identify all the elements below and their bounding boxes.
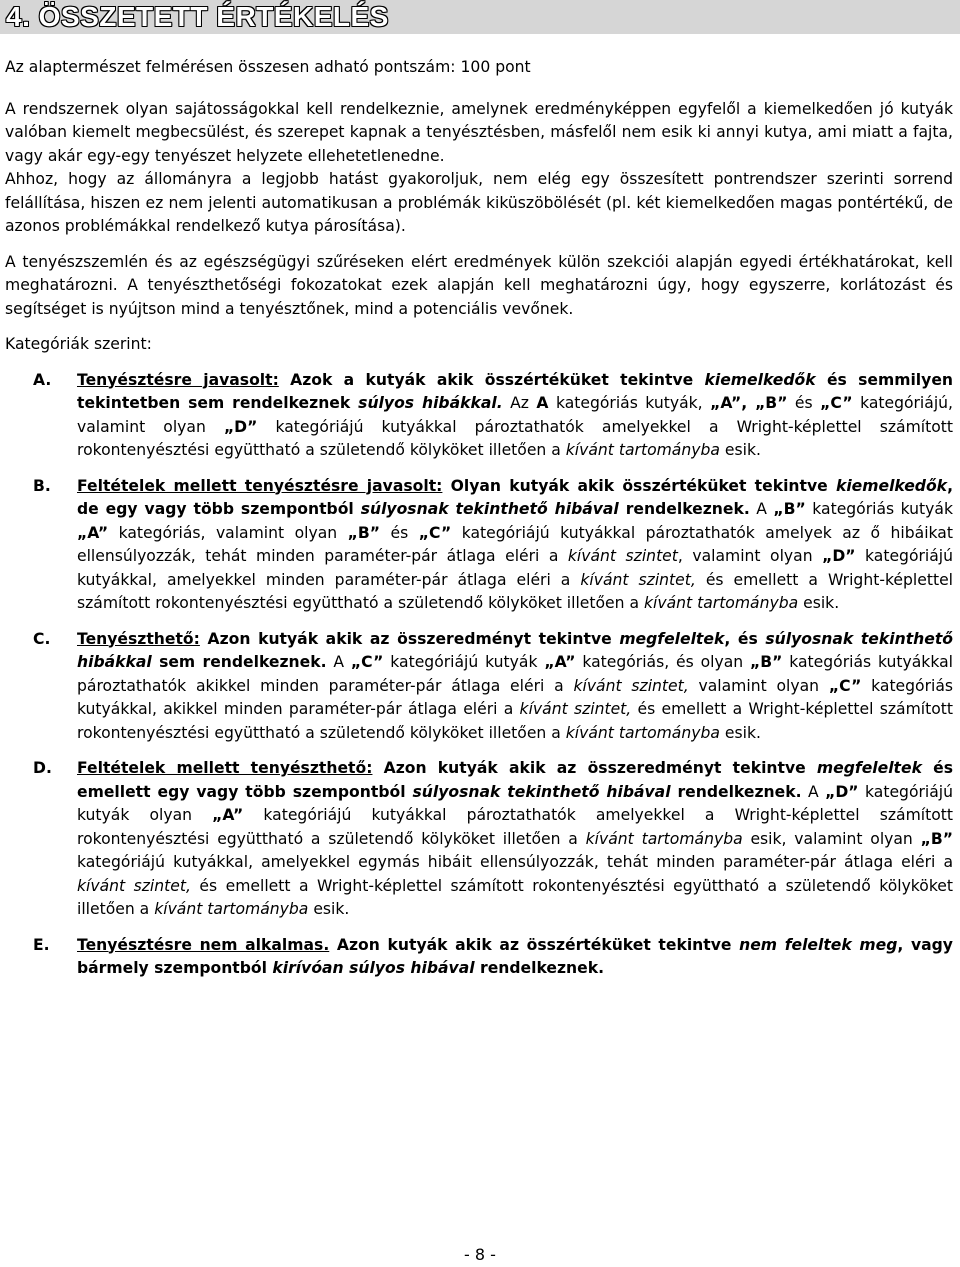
category-c-emph: súlyosnak tekinthető hibákkal — [77, 629, 953, 671]
categories-label: Kategóriák szerint: — [5, 335, 152, 353]
category-b-text: és — [380, 523, 419, 542]
category-c-text: A — [326, 653, 351, 671]
category-a-emph: súlyos hibákkal. — [358, 394, 503, 412]
category-c-text: kategóriás, és olyan — [575, 653, 750, 671]
category-a-text: kategóriájú kutyákkal pároztathatók amelyekkel a Wright-képlettel számított rokontenyésztési együttható a születendő kölyköket illetően a — [77, 417, 953, 459]
category-c-title: Tenyészthető: — [77, 629, 200, 648]
category-b-title: Feltételek mellett tenyésztésre javasolt: — [77, 476, 443, 495]
category-d-text: kategóriájú kutyákkal pároztathatók amelyekkel a Wright-képlettel számított rokontenyésztési együttható a születendő kölyköket illetően a — [77, 806, 953, 848]
category-c-text: sem rendelkeznek. — [151, 653, 327, 671]
category-b-text: , de egy vagy több szempontból — [77, 476, 953, 518]
category-a-text: esik. — [719, 441, 761, 459]
category-a-title: Tenyésztésre javasolt: — [77, 370, 279, 389]
category-d-text: rendelkeznek. — [670, 782, 802, 801]
category-a-emph: kívánt tartományba — [565, 441, 720, 459]
category-d-text: A — [801, 782, 826, 801]
category-c-text: kategóriás kutyákkal pároztathatók akikkel minden paraméter-pár átlaga eléri a — [77, 653, 953, 695]
intro-paragraph-1: A rendszernek olyan sajátosságokkal kell rendelkeznie, amelynek eredményképpen egyfelől a kiemelkedően jó kutyák valóban kiemelt megbecsülést, és szerepet kapnak a tenyésztésben, másfelől nem esik ki annyi kutya, ami miatt a fajta, vagy akár egy-egy tenyészet helyzete ellehetetlenedne. — [5, 99, 953, 165]
category-e-text: , vagy bármely szempontból — [77, 935, 953, 977]
category-c-emph: kívánt tartományba — [565, 723, 720, 742]
category-d-code: „B” — [920, 829, 953, 848]
category-b-emph: kívánt szintet, — [580, 570, 696, 589]
category-d-emph: súlyosnak tekinthető hibával — [412, 782, 671, 801]
category-b-text: rendelkeznek. — [618, 500, 750, 518]
category-c-code: „C” — [828, 676, 862, 695]
category-b-text: A — [749, 500, 774, 518]
category-b-emph: kívánt tartományba — [644, 594, 799, 612]
category-b-emph: kiemelkedők — [835, 476, 948, 495]
category-d-text: kategóriájú kutyák olyan — [77, 782, 953, 824]
category-e — [5, 934, 953, 981]
category-c-emph: kívánt szintet, — [519, 700, 632, 718]
category-b-text: kategóriás kutyák — [805, 500, 953, 518]
category-d-text: és emellett egy vagy több szempontból — [77, 759, 953, 801]
category-e-emph: nem feleltek meg — [739, 935, 898, 954]
category-b-text: és emellett a Wright-képlettel számított rokontenyésztési együttható a születendő kölyköket illetően a — [77, 570, 953, 612]
category-b-emph: súlyosnak tekinthető hibával — [360, 500, 619, 518]
category-d-text: kategóriájú kutyákkal, amelyekkel egymás hibáit ellensúlyozzák, tehát minden paraméter-pár átlaga eléri a — [77, 853, 953, 871]
category-a-text: Azok a kutyák akik összértéküket tekintve — [278, 370, 705, 389]
category-a-code: „A”, „B” — [710, 394, 788, 412]
category-b-text: kategóriájú kutyákkal pároztathatók amelyek az ő hibáikat ellensúlyozzák, tehát minden paraméter-pár átlaga eléri a — [77, 523, 953, 565]
category-d-code: „D” — [825, 782, 859, 801]
category-b-code: „B” — [347, 523, 381, 542]
category-d-title: Feltételek mellett tenyészthető: — [77, 759, 373, 777]
category-c-text: esik. — [719, 723, 761, 742]
category-a-text: Az — [502, 394, 537, 412]
category-b-code: „A” — [77, 523, 109, 542]
category-a-text: és semmilyen tekintetben sem rendelkeznek — [77, 370, 953, 412]
category-a-emph: kiemelkedők — [704, 370, 816, 389]
intro-paragraph-2: Ahhoz, hogy az állományra a legjobb hatást gyakoroljuk, nem elég egy összesített pontrendszer szerinti sorrend felállítása, hiszen ez nem jelenti automatikusan a problémák kiküszöbölését (pl. két kiemelkedően magas pontértékű, de azonos problémákkal rendelkező kutya párosítása). — [5, 170, 953, 235]
category-e-letter: E. — [33, 935, 50, 954]
category-d-emph: kívánt szintet, — [77, 876, 191, 895]
category-a-code: A — [536, 394, 549, 412]
intro-3-part-1: A tenyészszemlén és az egészségügyi szűréseken elért eredmények külön szekciói alapján egyedi értékhatárokat, kell meghatározni. — [5, 252, 953, 294]
category-d-text: esik, valamint olyan — [742, 829, 921, 848]
category-b-text: esik. — [798, 594, 840, 612]
category-c-text: kategóriás kutyákkal, akikkel minden paraméter-pár átlaga eléri a — [77, 676, 954, 718]
intro-3-part-2: A tenyészthetőségi fokozatokat ezek alapján kell meghatározni úgy, hogy egyszerre, korlátozást és segítséget is nyújtson mind a tenyésztőnek, mind a potenciális vevőnek. — [5, 276, 953, 318]
category-b-text: , valamint olyan — [677, 547, 823, 565]
category-d-code: „A” — [212, 806, 244, 824]
category-b-letter: B. — [33, 476, 51, 495]
category-b — [5, 475, 953, 616]
category-c-text: és emellett a Wright-képlettel számított rokontenyésztési együttható a születendő kölyköket illetően a — [77, 700, 953, 742]
category-d-emph: megfeleltek — [816, 759, 922, 777]
category-c-emph: megfeleltek — [619, 629, 725, 648]
category-a-text: kategóriájú, valamint olyan — [77, 394, 953, 436]
category-d-text: és emellett a Wright-képlettel számított rokontenyésztési együttható a születendő kölyköket illetően a — [77, 876, 953, 918]
category-d-letter: D. — [33, 759, 52, 777]
category-c-code: „B” — [750, 653, 783, 671]
category-a-code: „C” — [820, 394, 853, 412]
score-paragraph: Az alaptermészet felmérésen összesen adható pontszám: 100 pont — [5, 58, 531, 76]
section-heading: 4. ÖSSZETETT ÉRTÉKELÉS — [6, 1, 389, 32]
intro-paragraph-3 — [5, 251, 953, 322]
category-c-emph: kívánt szintet, — [573, 676, 689, 695]
category-e-text: Azon kutyák akik az összértéküket tekintve — [329, 935, 740, 954]
category-e-emph: kirívóan súlyos hibával — [272, 959, 475, 977]
category-c-letter: C. — [33, 629, 51, 648]
category-c-text: , és — [724, 629, 766, 648]
category-b-text: kategóriás, valamint olyan — [108, 523, 348, 542]
category-a-code: „D” — [223, 417, 258, 436]
category-d-text: esik. — [308, 900, 350, 918]
category-e-title: Tenyésztésre nem alkalmas. — [77, 935, 330, 954]
category-d-text: Azon kutyák akik az összeredményt tekintve — [372, 759, 817, 777]
category-c — [5, 628, 953, 746]
category-a — [5, 369, 953, 463]
category-a-text: kategóriás kutyák, — [548, 394, 711, 412]
category-e-text: rendelkeznek. — [474, 959, 605, 977]
category-a-text: és — [787, 394, 821, 412]
category-a-letter: A. — [33, 370, 52, 389]
category-c-text: valamint olyan — [688, 676, 829, 695]
category-b-text: kategóriájú kutyákkal, amelyekkel minden paraméter-pár átlaga eléri a — [77, 547, 953, 589]
category-b-code: „C” — [418, 523, 452, 542]
page-number: - 8 - — [464, 1245, 496, 1264]
category-c-text: kategóriájú kutyák — [383, 653, 545, 671]
category-b-text: Olyan kutyák akik összértéküket tekintve — [442, 476, 836, 495]
category-d-emph: kívánt tartományba — [585, 829, 743, 848]
category-d — [5, 757, 953, 922]
document-body — [5, 56, 953, 981]
category-d-emph: kívánt tartományba — [154, 900, 309, 918]
category-b-code: „D” — [822, 547, 856, 565]
category-c-code: „A” — [544, 653, 576, 671]
category-c-code: „C” — [350, 653, 384, 671]
category-b-emph: kívánt szintet — [567, 547, 678, 565]
category-c-text: Azon kutyák akik az összeredményt tekintve — [199, 629, 620, 648]
category-b-code: „B” — [773, 500, 806, 518]
